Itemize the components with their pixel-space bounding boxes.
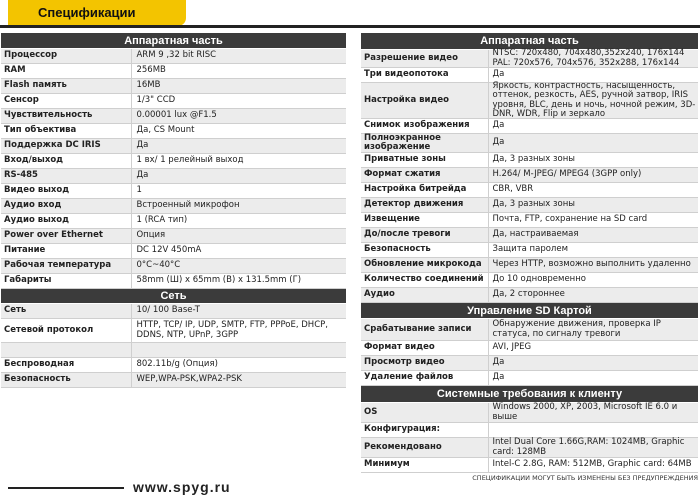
left-spec-table <box>1 33 346 388</box>
spec-value: Да, настраиваемая <box>492 229 579 240</box>
spec-label: Формат сжатия <box>361 168 489 182</box>
spec-label: Аудио вход <box>1 199 132 213</box>
spec-label: RS-485 <box>1 169 132 183</box>
section-header: Аппаратная часть <box>1 33 346 49</box>
spec-row <box>361 183 698 198</box>
right-spec-table <box>361 33 698 473</box>
spec-label: Три видеопотока <box>361 68 489 82</box>
spec-value: 58mm (Ш) x 65mm (В) x 131.5mm (Г) <box>136 275 302 286</box>
spec-row <box>1 199 346 214</box>
spec-row <box>1 244 346 259</box>
spec-row <box>1 229 346 244</box>
spec-value: 16MB <box>136 80 161 91</box>
page-title-tab <box>8 0 186 26</box>
spec-value: AVI, JPEG <box>492 342 532 353</box>
spec-value: 0°C~40°C <box>136 260 181 271</box>
spec-label: Разрешение видео <box>361 50 489 67</box>
spec-row <box>1 169 346 184</box>
spec-value: Intel-C 2.8G, RAM: 512MB, Graphic card: 64MB <box>492 459 692 470</box>
spec-value: 1 вх/ 1 релейный выход <box>136 155 244 166</box>
spec-value: Почта, FTP, сохранение на SD card <box>492 214 648 225</box>
spec-value: Да <box>136 170 149 181</box>
spec-row <box>361 153 698 168</box>
spec-value <box>132 343 346 357</box>
section-header: Управление SD Картой <box>361 303 698 319</box>
spec-label: Power over Ethernet <box>1 229 132 243</box>
spec-row <box>1 214 346 229</box>
section-header: Системные требования к клиенту <box>361 386 698 403</box>
spec-value: Да, 2 стороннее <box>492 289 565 300</box>
spec-row <box>1 259 346 274</box>
spec-value: Обнаружение движения, проверка IP статуса, по сигналу тревоги <box>492 319 661 339</box>
section-header: Аппаратная часть <box>361 33 698 50</box>
spec-row <box>361 50 698 68</box>
spec-label: Снимок изображения <box>361 119 489 133</box>
spec-row <box>361 356 698 371</box>
spec-row <box>361 438 698 458</box>
spec-label: Полноэкранное изображение <box>361 134 489 152</box>
spec-row <box>1 154 346 169</box>
spec-label: Тип объектива <box>1 124 132 138</box>
spec-row <box>1 109 346 124</box>
spec-row <box>1 343 346 358</box>
spec-value: ARM 9 ,32 bit RISC <box>136 50 217 61</box>
spec-label: Приватные зоны <box>361 153 489 167</box>
spec-value: 1 <box>136 185 142 196</box>
spec-value: CBR, VBR <box>492 184 534 195</box>
spec-label: Процессор <box>1 49 132 63</box>
section-header: Сеть <box>1 289 346 304</box>
spec-label: Количество соединений <box>361 273 489 287</box>
spec-label <box>1 343 132 357</box>
spec-row <box>1 274 346 289</box>
spec-value: Да <box>492 357 505 368</box>
spec-value: Intel Dual Core 1.66G,RAM: 1024MB, Graphic card: 128MB <box>492 437 685 457</box>
spec-label: Сеть <box>1 304 132 318</box>
spec-label: Обновление микрокода <box>361 258 489 272</box>
spec-value: Да, 3 разных зоны <box>492 154 575 165</box>
spec-label: Питание <box>1 244 132 258</box>
website-url: www.spyg.ru <box>133 479 231 495</box>
spec-row <box>361 273 698 288</box>
spec-value: 1 (RCA тип) <box>136 215 188 226</box>
spec-label: Видео выход <box>1 184 132 198</box>
spec-value: Windows 2000, XP, 2003, Microsoft IE 6.0 и выше <box>492 402 678 422</box>
spec-label: Аудио <box>361 288 489 302</box>
spec-row <box>1 49 346 64</box>
spec-value: Да <box>492 372 505 383</box>
spec-value: Через HTTP, возможно выполнить удаленно <box>492 259 691 270</box>
spec-row <box>361 83 698 119</box>
spec-row <box>361 288 698 303</box>
spec-label: Flash память <box>1 79 132 93</box>
spec-row <box>361 243 698 258</box>
spec-label: Беспроводная <box>1 358 132 372</box>
spec-value: Защита паролем <box>492 244 568 255</box>
spec-label: Удаление файлов <box>361 371 489 385</box>
spec-row <box>361 168 698 183</box>
disclaimer-text: СПЕЦИФИКАЦИИ МОГУТ БЫТЬ ИЗМЕНЕНЫ БЕЗ ПРЕДУПРЕЖДЕНИЯ <box>472 474 698 482</box>
spec-value: NTSC: 720x480, 704x480,352x240, 176x144 PAL: 720x576, 704x576, 352x288, 176x144 <box>492 48 685 68</box>
spec-label: RAM <box>1 64 132 78</box>
spec-label: Аудио выход <box>1 214 132 228</box>
spec-label: OS <box>361 403 489 422</box>
spec-label: Рекомендовано <box>361 438 489 457</box>
spec-label: Габариты <box>1 274 132 288</box>
spec-value: Встроенный микрофон <box>136 200 240 211</box>
spec-label: Сенсор <box>1 94 132 108</box>
spec-label: Настройка битрейда <box>361 183 489 197</box>
spec-label: Безопасность <box>1 373 132 387</box>
spec-value: HTTP, TCP/ IP, UDP, SMTP, FTP, PPPoE, DHCP, DDNS, NTP, UPnP, 3GPP <box>136 320 328 340</box>
spec-row <box>1 358 346 373</box>
spec-label: Настройка видео <box>361 83 489 118</box>
spec-value: H.264/ M-JPEG/ MPEG4 (3GPP only) <box>492 169 642 180</box>
spec-value: Яркость, контрастность, насыщенность, оттенок, резкость, AES, ручной затвор, IRIS уровня, BLC, день и ночь, ночной режим, 3D-DNR, WDR, Flip и зеркало <box>492 81 696 119</box>
spec-row <box>361 371 698 386</box>
spec-label: Детектор движения <box>361 198 489 212</box>
spec-value: DC 12V 450mA <box>136 245 202 256</box>
spec-row <box>1 124 346 139</box>
spec-value: 1/3" CCD <box>136 95 176 106</box>
spec-label: Безопасность <box>361 243 489 257</box>
spec-row <box>1 319 346 343</box>
spec-value: Опция <box>136 230 166 241</box>
spec-row <box>361 119 698 134</box>
spec-row <box>1 79 346 94</box>
spec-label: До/после тревоги <box>361 228 489 242</box>
spec-value: 256MB <box>136 65 166 76</box>
spec-row <box>361 228 698 243</box>
spec-label: Формат видео <box>361 341 489 355</box>
spec-value: Да <box>492 137 505 148</box>
spec-value: Да <box>136 140 149 151</box>
spec-value: Да, 3 разных зоны <box>492 199 575 210</box>
spec-value <box>489 423 699 437</box>
spec-value: 802.11b/g (Опция) <box>136 359 218 370</box>
spec-label: Рабочая температура <box>1 259 132 273</box>
spec-label: Вход/выход <box>1 154 132 168</box>
spec-label: Извещение <box>361 213 489 227</box>
spec-value: Да <box>492 120 505 131</box>
spec-label: Минимум <box>361 458 489 472</box>
spec-row <box>361 341 698 356</box>
spec-value: 10/ 100 Base-T <box>136 305 200 316</box>
spec-label: Просмотр видео <box>361 356 489 370</box>
spec-label: Сетевой протокол <box>1 319 132 342</box>
spec-row <box>361 458 698 473</box>
spec-value: Да, CS Mount <box>136 125 195 136</box>
spec-value: 0.00001 lux @F1.5 <box>136 110 217 121</box>
spec-row <box>1 373 346 388</box>
spec-row <box>361 198 698 213</box>
spec-label: Срабатывание записи <box>361 319 489 340</box>
spec-row <box>361 403 698 423</box>
spec-row <box>361 319 698 341</box>
spec-row <box>1 64 346 79</box>
spec-value: До 10 одновременно <box>492 274 586 285</box>
spec-label: Чувствительность <box>1 109 132 123</box>
spec-row <box>1 139 346 154</box>
spec-value: WEP,WPA-PSK,WPA2-PSK <box>136 374 242 385</box>
spec-row <box>361 134 698 153</box>
spec-label: Конфигурация: <box>361 423 489 437</box>
page-title: Спецификации <box>38 5 136 20</box>
spec-value: Да <box>492 69 505 80</box>
spec-row <box>361 258 698 273</box>
header-divider <box>0 25 700 28</box>
spec-row <box>1 304 346 319</box>
spec-row <box>361 423 698 438</box>
spec-row <box>1 94 346 109</box>
spec-row <box>361 213 698 228</box>
spec-label: Поддержка DC IRIS <box>1 139 132 153</box>
spec-row <box>1 184 346 199</box>
